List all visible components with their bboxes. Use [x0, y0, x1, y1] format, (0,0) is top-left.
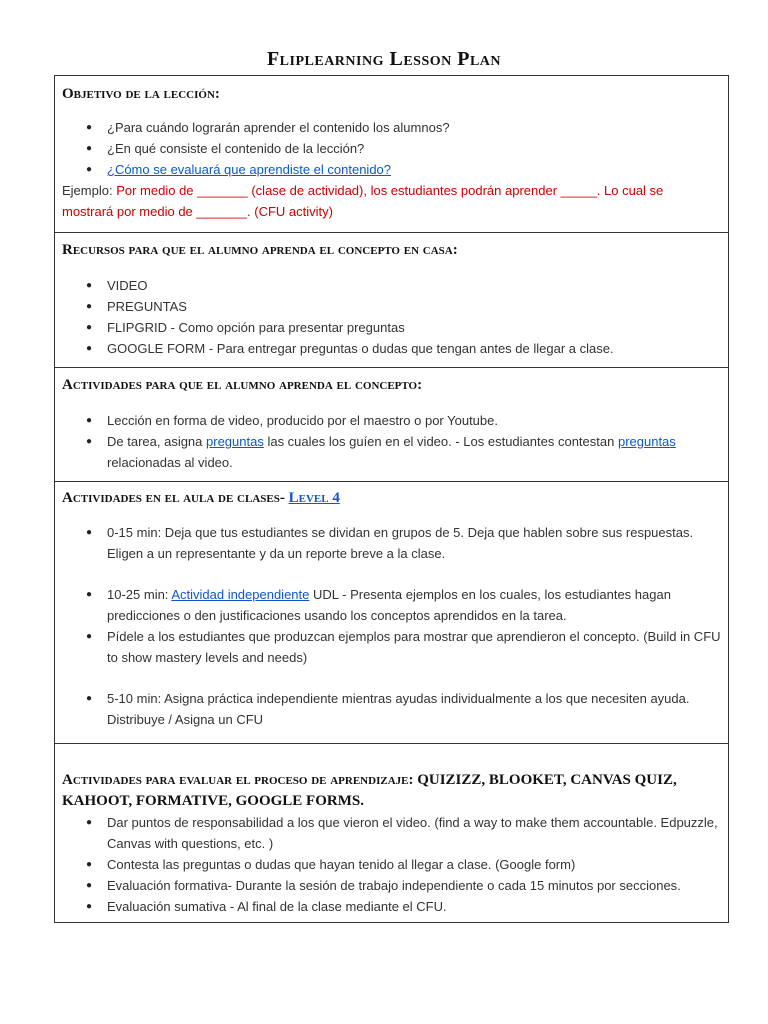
lesson-plan-table [54, 75, 729, 923]
text-segment: relacionadas al video. [107, 455, 233, 470]
recursos-list [62, 275, 721, 359]
section-actividades-concepto [55, 368, 728, 482]
evaluation-link[interactable]: ¿Cómo se evaluará que aprendiste el contenido? [107, 162, 392, 177]
text-segment: 10-25 min: [107, 587, 172, 602]
aula-list-2 [62, 584, 721, 668]
text-segment: De tarea, asigna [107, 434, 207, 449]
section-heading: Actividades para evaluar el proceso de aprendizaje: QUIZIZZ, BLOOKET, CANVAS QUIZ, KAHOOT, FORMATIVE, GOOGLE FORMS. [62, 772, 677, 809]
section-aula [55, 482, 728, 744]
page-title: Fliplearning Lesson Plan [266, 48, 502, 70]
objetivo-list [62, 117, 721, 180]
list-item: ● 0-15 min: Deja que tus estudiantes se dividan en grupos de 5. Deja que hablen sobre sus respuestas. Eligen a un representante y da un reporte breve a la clase. [62, 522, 721, 564]
evaluar-list [62, 812, 721, 917]
section-heading: Actividades para que el alumno aprenda el concepto: [62, 377, 423, 393]
section-heading: Objetivo de la lección: [62, 86, 220, 102]
list-item [62, 159, 721, 180]
list-item: ● GOOGLE FORM - Para entregar preguntas o dudas que tengan antes de llegar a clase. [62, 338, 721, 359]
section-heading: Recursos para que el alumno aprenda el concepto en casa: [62, 242, 458, 258]
actividades-concepto-list [62, 410, 721, 473]
example-text [62, 180, 721, 222]
list-item: ● ¿Para cuándo lograrán aprender el contenido los alumnos? [62, 117, 721, 138]
aula-list-3 [62, 688, 721, 730]
level-4-link[interactable]: Level 4 [288, 490, 340, 506]
heading-text: Actividades en el aula de clases- [62, 490, 289, 506]
list-item: ● VIDEO [62, 275, 721, 296]
text-segment: UDL - Presenta ejemplos en los cuales, los estudiantes hagan predicciones o den justificaciones usando los conceptos aprendidos en la tarea. [107, 587, 671, 623]
preguntas-link[interactable]: preguntas [206, 434, 264, 449]
text-segment: las cuales los guíen en el video. - Los estudiantes contestan [263, 434, 618, 449]
list-item: ● Pídele a los estudiantes que produzcan ejemplos para mostrar que aprendieron el concepto. (Build in CFU to show mastery levels and needs) [62, 626, 721, 668]
section-objetivo [55, 76, 728, 233]
example-red-line2: mostrará por medio de _______. [62, 204, 255, 219]
cfu-activity-text: (CFU activity) [254, 204, 333, 219]
list-item: ● Evaluación formativa- Durante la sesión de trabajo independiente o cada 15 minutos por secciones. [62, 875, 721, 896]
section-recursos [55, 233, 728, 368]
list-item: ● 5-10 min: Asigna práctica independiente mientras ayudas individualmente a los que necesiten ayuda. Distribuye / Asigna un CFU [62, 688, 721, 730]
list-item: ● Contesta las preguntas o dudas que hayan tenido al llegar a clase. (Google form) [62, 854, 721, 875]
list-item [62, 431, 721, 473]
aula-list [62, 522, 721, 564]
list-item: ● Dar puntos de responsabilidad a los que vieron el video. (find a way to make them accountable. Edpuzzle, Canvas with questions, etc. ) [62, 812, 721, 854]
actividad-independiente-link[interactable]: Actividad independiente [171, 587, 310, 602]
example-label: Ejemplo: [62, 183, 117, 198]
list-item: ● Lección en forma de video, producido por el maestro o por Youtube. [62, 410, 721, 431]
preguntas-link-2[interactable]: preguntas [617, 434, 676, 449]
section-heading [62, 482, 721, 509]
list-item: ● ¿En qué consiste el contenido de la lección? [62, 138, 721, 159]
list-item: ● PREGUNTAS [62, 296, 721, 317]
list-item: ● FLIPGRID - Como opción para presentar preguntas [62, 317, 721, 338]
list-item: ● Evaluación sumativa - Al final de la clase mediante el CFU. [62, 896, 721, 917]
list-item [62, 584, 721, 626]
example-red-line1: Por medio de _______ (clase de actividad), los estudiantes podrán aprender _____. Lo cual se [116, 183, 664, 198]
section-evaluar [55, 744, 728, 922]
